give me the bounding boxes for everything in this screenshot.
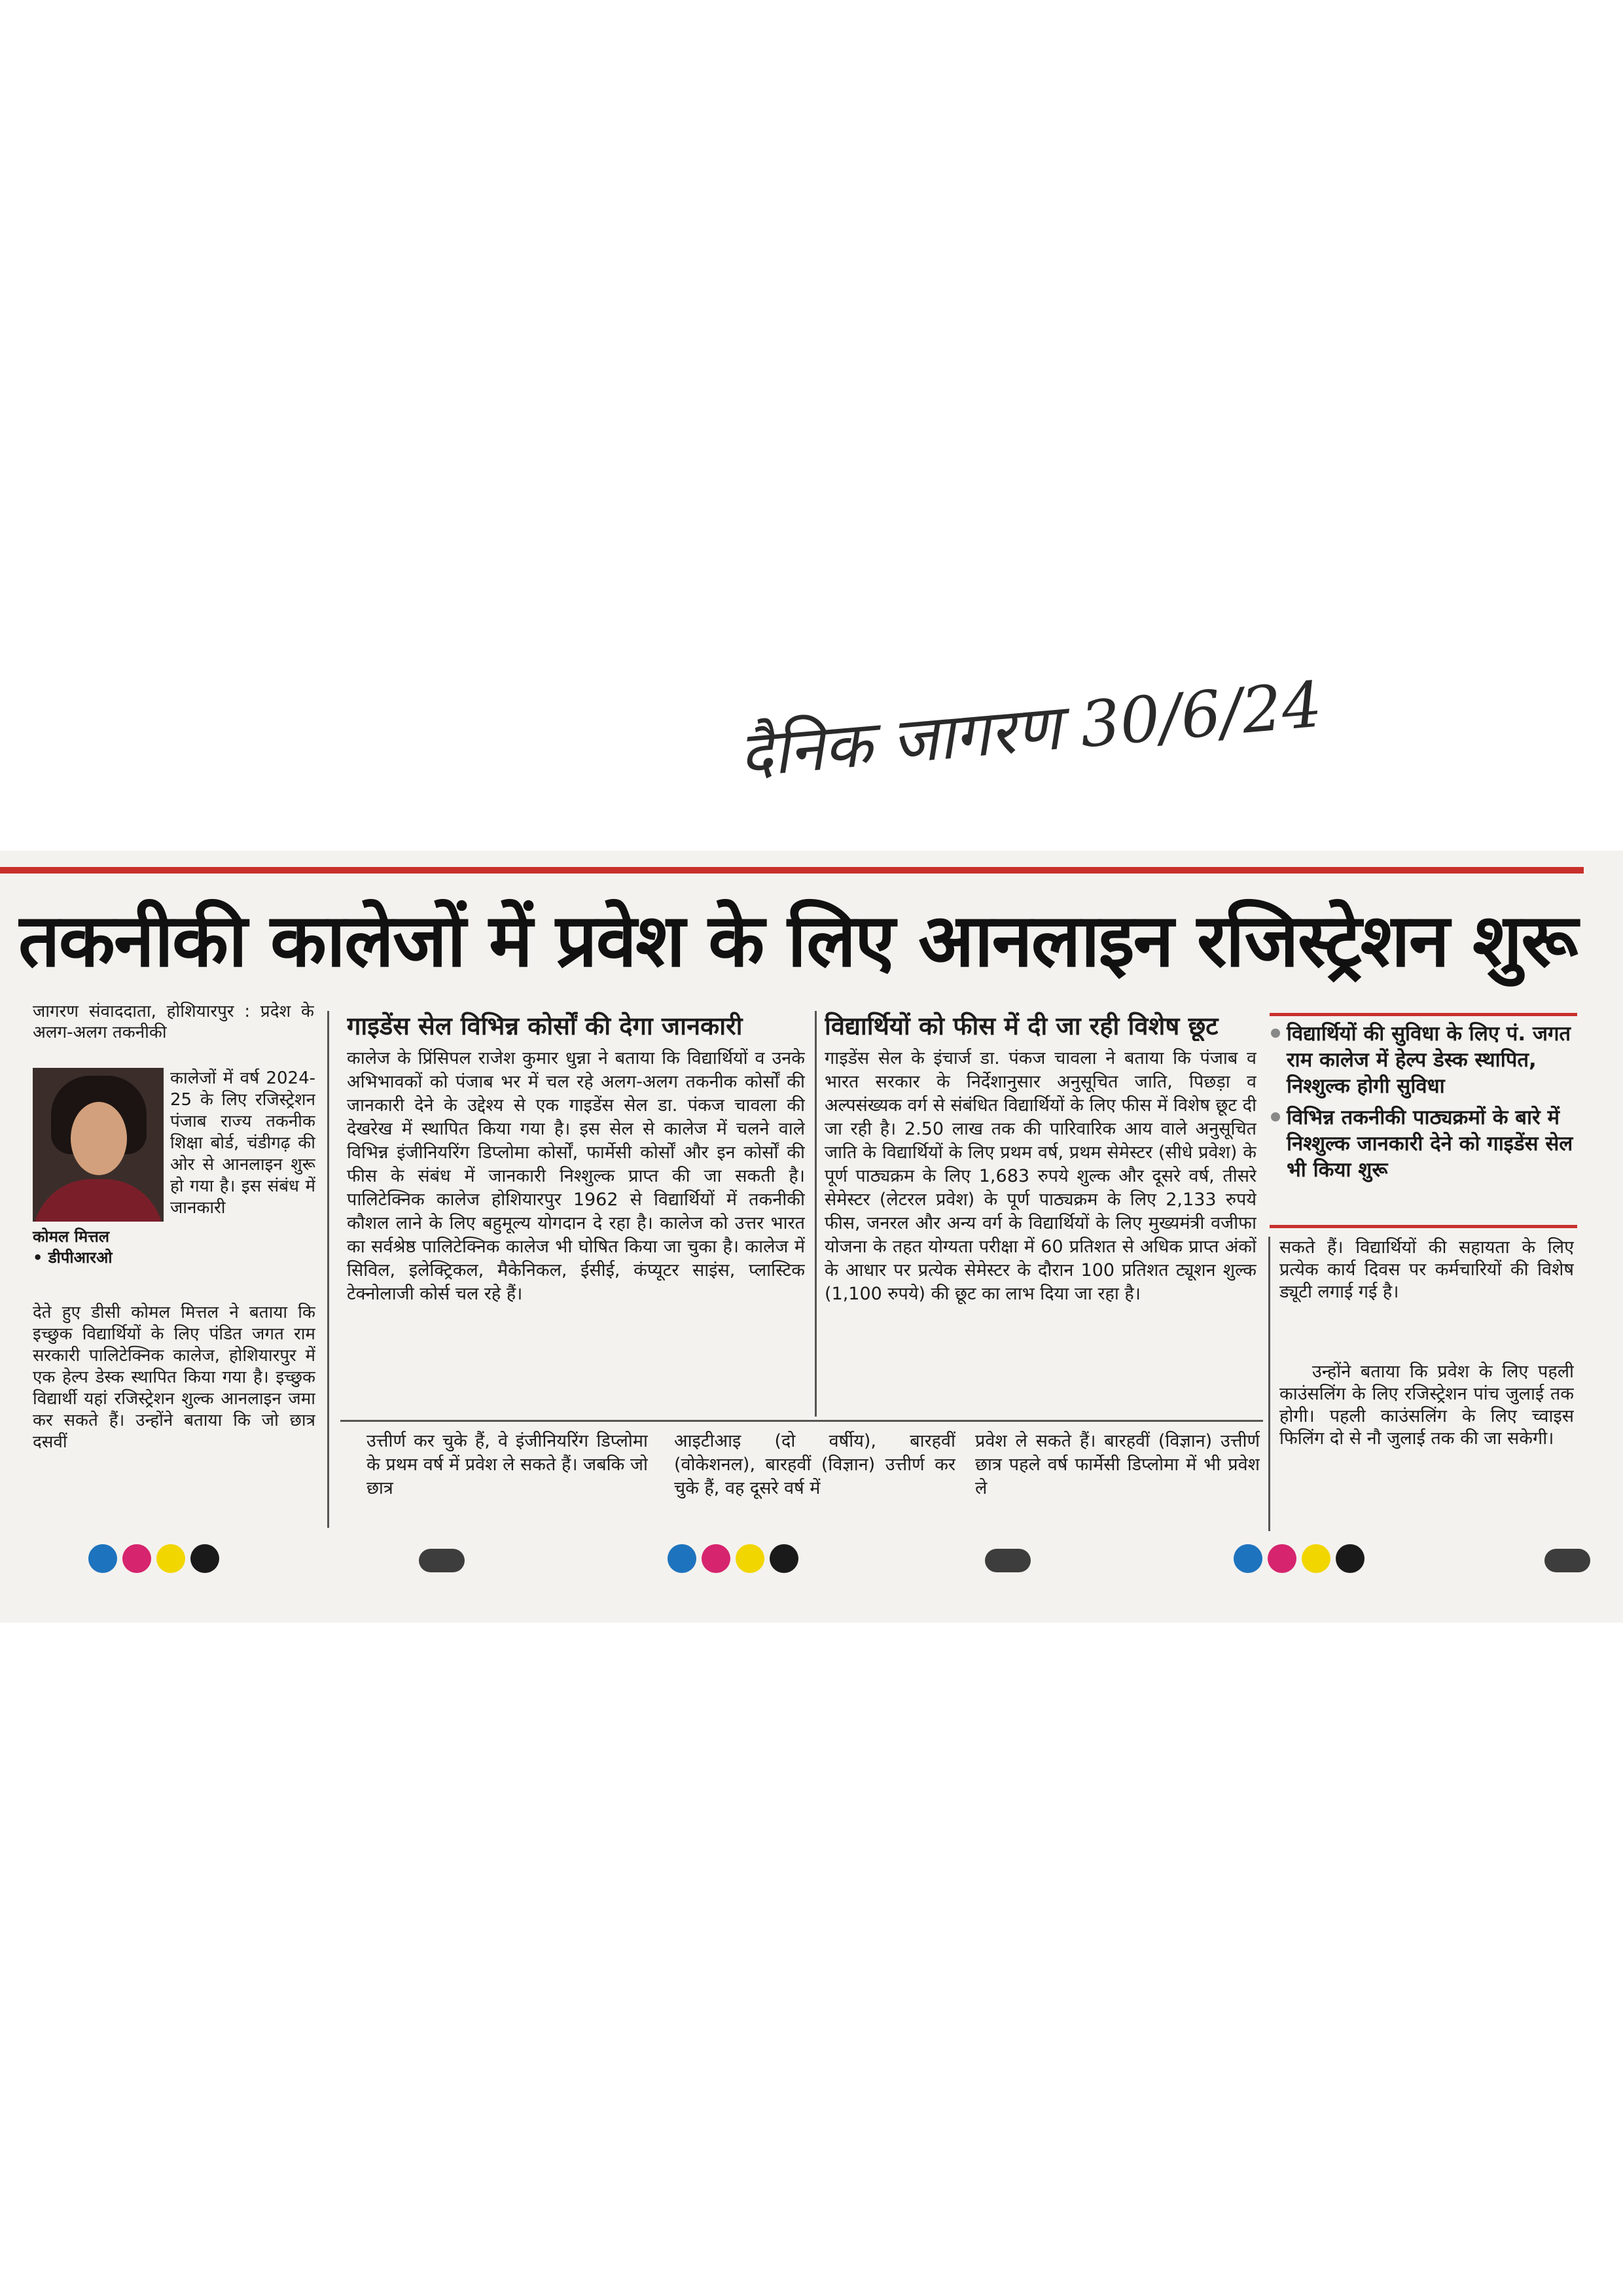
intro-bottom-text: देते हुए डीसी कोमल मित्तल ने बताया कि इच्छुक विद्यार्थियों के लिए पंडित जगत राम सरकारी पालिटेक्निक कालेज, होशियारपुर में एक हेल्प डेस्क स्थापित किया गया है। इच्छुक विद्यार्थी यहां रजिस्ट्रेशन शुल्क आनलाइन जमा कर सकते हैं। उन्होंने बताया कि जो छात्र दसवीं — [33, 1303, 315, 1452]
highlights-bottom-rule — [1270, 1225, 1577, 1228]
highlights-box — [1270, 1021, 1577, 1188]
boxes-bottom-rule — [340, 1420, 1263, 1422]
black-dot — [770, 1544, 798, 1573]
black-dot — [1336, 1544, 1364, 1573]
headline: तकनीकी कालेजों में प्रवेश के लिए आनलाइन रजिस्ट्रेशन शुरू — [18, 898, 1577, 983]
right-column-divider — [1268, 1237, 1270, 1531]
magenta-dot — [122, 1544, 151, 1573]
registration-marks-1 — [88, 1544, 219, 1578]
box1-text: कालेज के प्रिंसिपल राजेश कुमार धुन्ना ने बताया कि विद्यार्थियों व उनके अभिभावकों को पंजाब भर में चल रहे अलग-अलग तकनीक कोर्सों की जानकारी देने के उद्देश्य से एक गाइडेंस सेल डा. पंकज चावला की देखरेख में स्थापित किया गया है। इस सेल से कालेज में चलने वाले विभिन्न इंजीनियरिंग डिप्लोमा कोर्सों, फार्मेसी कोर्सों और इन कोर्सों की फीस के संबंध में जानकारी निश्शुल्क प्राप्त की जा सकती है। पालिटेक्निक कालेज होशियारपुर 1962 से विद्यार्थियों में तकनीकी कौशल लाने के लिए बहुमूल्य योगदान दे रहा है। कालेज को उत्तर भारत का सर्वश्रेष्ठ पालिटेक्निक कालेज भी घोषित किया जा चुका है। कालेज में सिविल, इलेक्ट्रिकल, मैकेनिकल, ईसीई, कंप्यूटर साइंस, प्लास्टिक टेक्नोलाजी कोर्स चल रहे हैं। — [347, 1048, 805, 1304]
yellow-dot — [156, 1544, 185, 1573]
registration-pill — [985, 1549, 1031, 1572]
photo-caption-title: • डीपीआरओ — [33, 1248, 113, 1267]
column-divider — [327, 1011, 329, 1528]
box-divider — [815, 1011, 817, 1417]
highlight-item: विभिन्न तकनीकी पाठ्यक्रमों के बारे में निश्शुल्क जानकारी देने को गाइडेंस सेल भी किया शुरू — [1270, 1104, 1577, 1183]
registration-pill — [1544, 1549, 1590, 1572]
photo-caption — [33, 1226, 164, 1268]
registration-pill — [419, 1549, 465, 1572]
intro-side-text: कालेजों में वर्ष 2024-25 के लिए रजिस्ट्रेशन पंजाब राज्य तकनीक शिक्षा बोर्ड, चंडीगढ़ की ओर से आनलाइन शुरू हो गया है। इस संबंध में जानकारी — [170, 1069, 315, 1218]
highlights-top-rule — [1270, 1013, 1577, 1016]
yellow-dot — [1302, 1544, 1330, 1573]
handwritten-date-note: दैनिक जागरण 30/6/24 — [736, 667, 1325, 792]
box1-heading: गाइडेंस सेल विभिन्न कोर्सों की देगा जानकारी — [347, 1012, 743, 1040]
registration-marks-2 — [668, 1544, 798, 1578]
bottom-column-3: प्रवेश ले सकते हैं। बारहवीं (विज्ञान) उत्तीर्ण छात्र पहले वर्ष फार्मेसी डिप्लोमा में भी प्रवेश ले — [975, 1431, 1260, 1498]
black-dot — [190, 1544, 219, 1573]
magenta-dot — [702, 1544, 730, 1573]
box2-heading: विद्यार्थियों को फीस में दी जा रही विशेष छूट — [825, 1012, 1219, 1040]
right-column-text: सकते हैं। विद्यार्थियों की सहायता के लिए प्रत्येक कार्य दिवस पर कर्मचारियों की विशेष ड्यूटी लगाई गई है। — [1279, 1237, 1574, 1302]
yellow-dot — [736, 1544, 764, 1573]
photo-caption-name: कोमल मित्तल — [33, 1227, 110, 1246]
cyan-dot — [1234, 1544, 1262, 1573]
box2-text: गाइडेंस सेल के इंचार्ज डा. पंकज चावला ने बताया कि पंजाब व भारत सरकार के निर्देशानुसार अनुसूचित जाति, पिछड़ा व अल्पसंख्यक वर्ग से संबंधित विद्यार्थियों के लिए फीस में विशेष छूट दी जा रही है। 2.50 लाख तक की पारिवारिक आय वाले अनुसूचित जाति के विद्यार्थियों के लिए प्रथम वर्ष, प्रथम सेमेस्टर (सीधे प्रवेश) के पूर्ण पाठ्यक्रम के लिए 1,683 रुपये शुल्क और दूसरे वर्ष, तीसरे सेमेस्टर (लेटरल प्रवेश) के पूर्ण पाठ्यक्रम के लिए 2,133 रुपये फीस, जनरल और अन्य वर्ग के विद्यार्थियों के लिए मुख्यमंत्री वजीफा योजना के तहत योग्यता परीक्षा में 60 प्रतिशत से अधिक प्राप्त अंकों के आधार पर प्रत्येक सेमेस्टर के दौरान 100 प्रतिशत ट्यूशन शुल्क (1,100 रुपये) की छूट का लाभ दिया जा रहा है। — [825, 1048, 1257, 1304]
right-column-text-2: उन्होंने बताया कि प्रवेश के लिए पहली काउंसलिंग के लिए रजिस्ट्रेशन पांच जुलाई तक होगी। पहली काउंसलिंग के लिए च्वाइस फिलिंग दो से नौ जुलाई तक की जा सकेगी। — [1279, 1362, 1574, 1449]
bottom-column-2: आइटीआइ (दो वर्षीय), बारहवीं (वोकेशनल), बारहवीं (विज्ञान) उत्तीर्ण कर चुके हैं, वह दूसरे वर्ष में — [674, 1431, 955, 1498]
intro-top-text: जागरण संवाददाता, होशियारपुर : प्रदेश के अलग-अलग तकनीकी — [33, 1002, 314, 1042]
highlight-item: विद्यार्थियों की सुविधा के लिए पं. जगत राम कालेज में हेल्प डेस्क स्थापित, निश्शुल्क होगी सुविधा — [1270, 1021, 1577, 1099]
cyan-dot — [88, 1544, 117, 1573]
reporter-photo — [33, 1068, 164, 1222]
bottom-column-1: उत्तीर्ण कर चुके हैं, वे इंजीनियरिंग डिप्लोमा के प्रथम वर्ष में प्रवेश ले सकते हैं। जबकि जो छात्र — [366, 1431, 648, 1498]
registration-marks-3 — [1234, 1544, 1364, 1578]
magenta-dot — [1268, 1544, 1296, 1573]
top-red-rule — [0, 867, 1584, 874]
cyan-dot — [668, 1544, 696, 1573]
